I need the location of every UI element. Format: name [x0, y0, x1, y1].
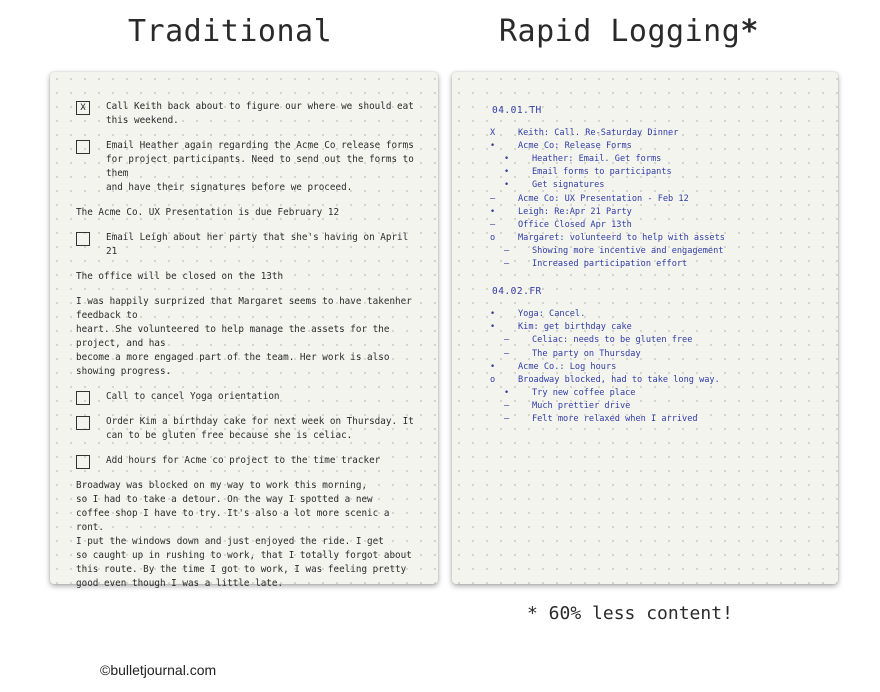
- note-paragraph: [76, 479, 422, 591]
- task-item: [76, 415, 422, 443]
- log-entry-text: The party on Thursday: [532, 348, 641, 359]
- entry-line: Email Leigh about her party that she's having on April 21: [106, 232, 409, 257]
- entry-line: Call Keith back about to figure our where we should eat: [106, 101, 414, 112]
- traditional-entries: [76, 100, 422, 602]
- bullet-symbol: –: [504, 348, 510, 359]
- log-entry: [490, 400, 820, 413]
- note-paragraph: [76, 270, 422, 284]
- entry-line: I put the windows down and just enjoyed the ride. I get: [76, 536, 384, 547]
- log-entry: [490, 166, 820, 179]
- log-entry-text: Celiac: needs to be gluten free: [532, 335, 693, 346]
- log-entry: [490, 413, 820, 426]
- checkbox[interactable]: [76, 140, 90, 154]
- content-reduction-note: * 60% less content!: [527, 603, 733, 624]
- log-entry: [490, 321, 820, 334]
- bullet-symbol: •: [490, 141, 496, 152]
- log-entry: [490, 206, 820, 219]
- bullet-symbol: •: [490, 322, 496, 333]
- entry-line: can to be gluten free because she is celiac.: [106, 430, 353, 441]
- checkbox[interactable]: [76, 391, 90, 405]
- entry-line: heart. She volunteered to help manage the assets for the project, and has: [76, 324, 390, 349]
- entry-line: Email Heather again regarding the Acme Co release forms: [106, 140, 414, 151]
- bullet-symbol: –: [504, 413, 510, 424]
- log-entry: [490, 127, 820, 140]
- log-entry-text: Broadway blocked, had to take long way.: [518, 374, 720, 385]
- bullet-symbol: •: [504, 154, 510, 165]
- rapid-logging-asterisk: *: [740, 14, 759, 49]
- log-date: 04.01.TH: [492, 105, 542, 116]
- note-paragraph: [76, 206, 422, 220]
- rapid-logging-journal-page: [452, 72, 838, 584]
- log-entry: [490, 232, 820, 245]
- log-entry: [490, 219, 820, 232]
- log-entry-text: Keith: Call. Re-Saturday Dinner: [518, 128, 679, 139]
- bullet-symbol: •: [490, 361, 496, 372]
- log-entry-text: Leigh: Re:Apr 21 Party: [518, 206, 632, 217]
- entry-line: Broadway was blocked on my way to work this morning,: [76, 480, 368, 491]
- log-entry: [490, 258, 820, 271]
- log-entry-text: Get signatures: [532, 180, 605, 191]
- log-entry-text: Yoga: Cancel.: [518, 309, 586, 320]
- task-item: [76, 390, 422, 404]
- entry-line: for project participants. Need to send out the forms to them: [106, 154, 414, 179]
- entry-line: and have their signatures before we proceed.: [106, 182, 353, 193]
- log-entry-text: Showing more incentive and engagement: [532, 245, 724, 256]
- log-entry: [490, 334, 820, 347]
- checkbox[interactable]: [76, 232, 90, 246]
- bullet-symbol: –: [504, 245, 510, 256]
- log-entry-text: Acme Co: Release Forms: [518, 141, 632, 152]
- traditional-heading: Traditional: [128, 14, 333, 49]
- bullet-symbol: –: [504, 259, 510, 270]
- log-entry: [490, 374, 820, 387]
- log-entry: [490, 361, 820, 374]
- log-entry: [490, 179, 820, 192]
- checkbox[interactable]: [76, 416, 90, 430]
- entry-line: Call to cancel Yoga orientation: [106, 391, 280, 402]
- log-entry: [490, 193, 820, 206]
- log-entry-text: Heather: Email. Get forms: [532, 154, 662, 165]
- bullet-symbol: –: [504, 335, 510, 346]
- checked-checkbox[interactable]: X: [76, 101, 90, 115]
- log-entry-text: Try new coffee place: [532, 387, 636, 398]
- task-item: [76, 231, 422, 259]
- log-entry-text: Kim: get birthday cake: [518, 322, 632, 333]
- entry-line: so I had to take a detour. On the way I spotted a new: [76, 494, 373, 505]
- log-entry: [490, 245, 820, 258]
- bullet-symbol: •: [504, 167, 510, 178]
- note-paragraph: [76, 295, 422, 379]
- bullet-symbol: –: [504, 400, 510, 411]
- log-entry-text: Office Closed Apr 13th: [518, 219, 632, 230]
- log-entry: [490, 140, 820, 153]
- bullet-symbol: –: [490, 193, 496, 204]
- task-item: [76, 139, 422, 195]
- bullet-symbol: •: [490, 206, 496, 217]
- log-entry: [490, 308, 820, 321]
- entry-line: so caught up in rushing to work, that I totally forgot about: [76, 550, 412, 561]
- traditional-journal-page: [50, 72, 438, 589]
- log-date: 04.02.FR: [492, 286, 542, 298]
- bullet-symbol: o: [490, 374, 496, 385]
- bullet-symbol: •: [504, 387, 510, 398]
- bullet-symbol: •: [490, 309, 496, 320]
- log-entry-text: Margaret: volunteerd to help with assets: [518, 232, 725, 243]
- entry-line: this weekend.: [106, 115, 179, 126]
- entry-line: I was happily surprized that Margaret seems to have takenher feedback to: [76, 296, 412, 321]
- log-entry-text: Acme Co.: Log hours: [518, 361, 617, 372]
- bullet-symbol: •: [504, 180, 510, 191]
- log-entry: [490, 153, 820, 166]
- log-entry-text: Felt more relaxed when I arrived: [532, 413, 698, 424]
- task-item: [76, 454, 422, 468]
- log-entry-text: Acme Co: UX Presentation - Feb 12: [518, 193, 689, 204]
- entry-line: coffee shop I have to try. It's also a lot more scenic a ront.: [76, 508, 390, 533]
- bullet-symbol: –: [490, 219, 496, 230]
- entry-line: Add hours for Acme co project to the time tracker: [106, 455, 381, 466]
- entry-line: The office will be closed on the 13th: [76, 271, 284, 282]
- log-entry-text: Email forms to participants: [532, 167, 672, 178]
- bullet-symbol: o: [490, 232, 496, 243]
- entry-line: become a more engaged part of the team. Her work is also showing progress.: [76, 352, 390, 377]
- rapid-logging-heading: [499, 14, 759, 49]
- log-entry: [490, 387, 820, 400]
- entry-line: Order Kim a birthday cake for next week on Thursday. It: [106, 416, 414, 427]
- task-item: [76, 100, 422, 128]
- log-entry-text: Much prettier drive: [532, 400, 631, 411]
- rapid-log-entries: [490, 104, 820, 426]
- copyright-credit: ©bulletjournal.com: [100, 662, 217, 678]
- entry-line: this route. By the time I got to work, I was feeling pretty: [76, 564, 407, 575]
- entry-line: good even though I was a little late.: [76, 578, 284, 589]
- rapid-logging-title: Rapid Logging: [499, 14, 741, 49]
- bullet-symbol: X: [490, 128, 496, 139]
- log-entry: [490, 348, 820, 361]
- entry-line: The Acme Co. UX Presentation is due February 12: [76, 207, 340, 218]
- checkbox[interactable]: [76, 455, 90, 469]
- log-entry-text: Increased participation effort: [532, 259, 688, 270]
